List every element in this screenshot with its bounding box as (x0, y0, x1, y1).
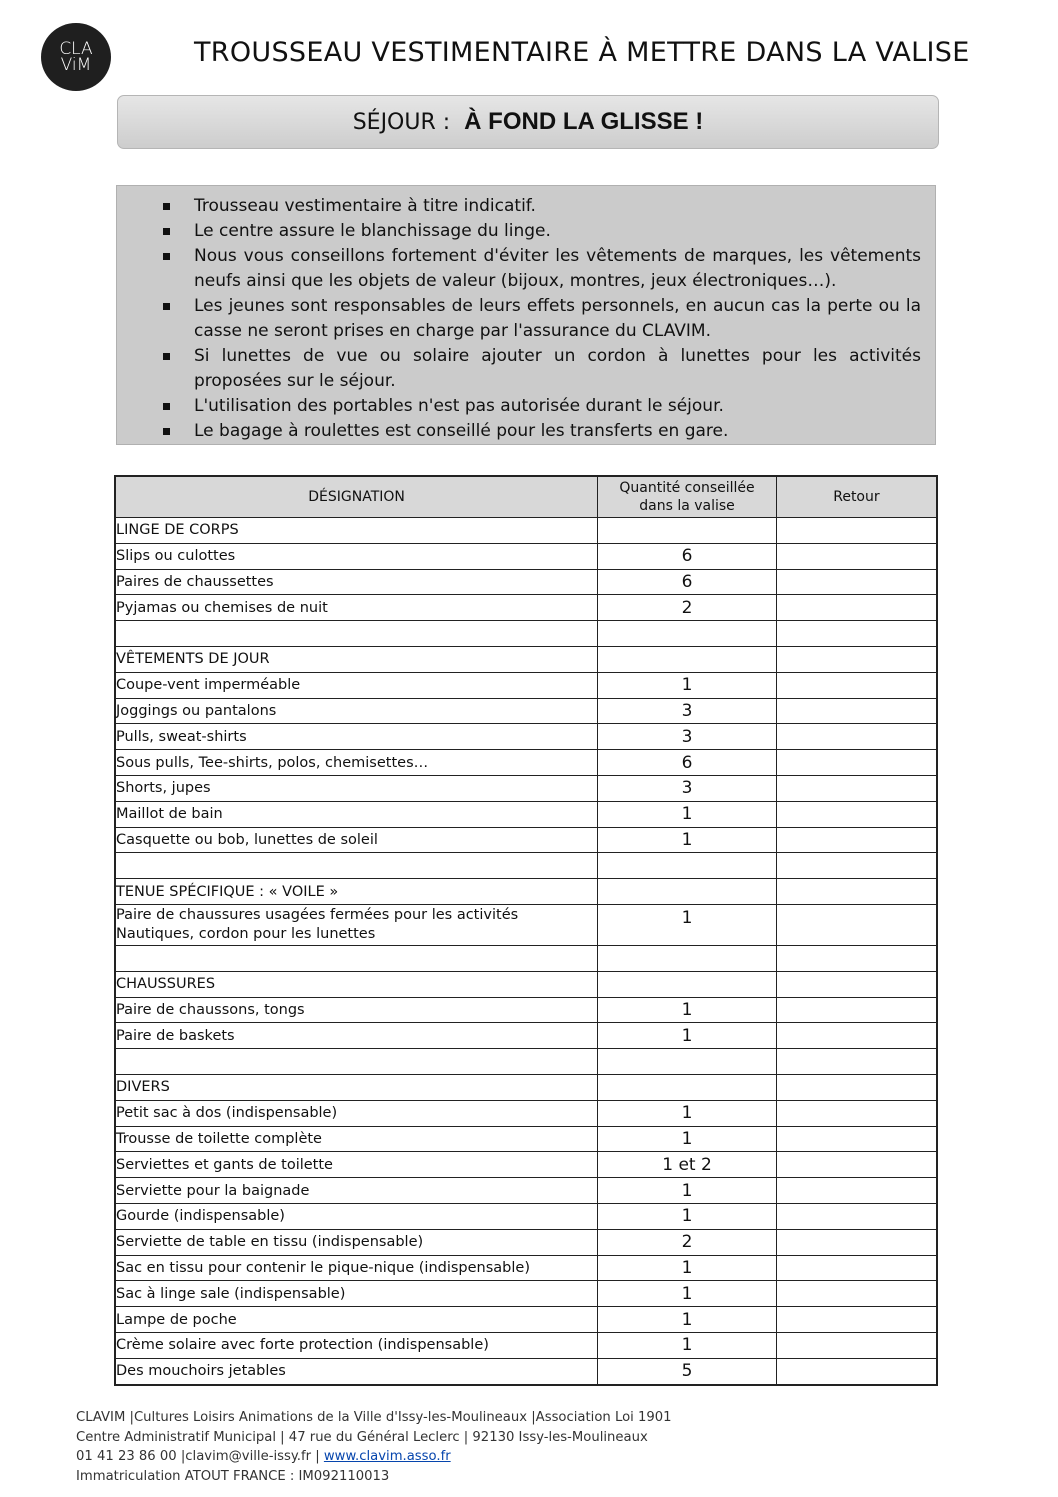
retour-cell[interactable] (776, 1074, 937, 1100)
table-row (115, 1281, 937, 1307)
bullet-icon (163, 303, 170, 310)
notice-item (117, 294, 921, 344)
designation-cell (115, 1049, 598, 1075)
notice-text: Le centre assure le blanchissage du linge. (194, 221, 551, 241)
quantity-cell: 3 (598, 724, 777, 750)
retour-cell[interactable] (776, 1281, 937, 1307)
designation-cell: Slips ou culottes (115, 543, 598, 569)
notice-text: L'utilisation des portables n'est pas autorisée durant le séjour. (194, 396, 724, 416)
designation-cell: Paire de baskets (115, 1023, 598, 1049)
table-row (115, 724, 937, 750)
quantity-cell: 1 (598, 672, 777, 698)
designation-cell: CHAUSSURES (115, 971, 598, 997)
table-row (115, 879, 937, 905)
designation-cell: Sous pulls, Tee-shirts, polos, chemisettes… (115, 750, 598, 776)
footer-line-2: Centre Administratif Municipal | 47 rue du Général Leclerc | 92130 Issy-les-Moulineaux (76, 1429, 648, 1445)
retour-cell[interactable] (776, 1203, 937, 1229)
retour-cell[interactable] (776, 1332, 937, 1358)
notice-item (117, 244, 921, 294)
table-row (115, 1074, 937, 1100)
quantity-cell: 1 (598, 1307, 777, 1333)
designation-cell: Des mouchoirs jetables (115, 1358, 598, 1384)
retour-cell[interactable] (776, 801, 937, 827)
table-row (115, 1100, 937, 1126)
quantity-cell (598, 945, 777, 971)
designation-cell: Serviette de table en tissu (indispensable) (115, 1229, 598, 1255)
designation-cell: Joggings ou pantalons (115, 698, 598, 724)
table-body (115, 518, 937, 1385)
footer-website-link[interactable]: www.clavim.asso.fr (323, 1449, 451, 1465)
table-row (115, 801, 937, 827)
quantity-cell: 1 (598, 1203, 777, 1229)
designation-cell: Petit sac à dos (indispensable) (115, 1100, 598, 1126)
retour-cell[interactable] (776, 971, 937, 997)
notice-item (117, 344, 921, 394)
table-row (115, 775, 937, 801)
table-row (115, 543, 937, 569)
footer-line-3 (76, 1447, 672, 1467)
quantity-cell: 2 (598, 1229, 777, 1255)
retour-cell[interactable] (776, 595, 937, 621)
quantity-cell: 6 (598, 543, 777, 569)
table-row (115, 1023, 937, 1049)
quantity-cell: 3 (598, 775, 777, 801)
designation-cell: Sac en tissu pour contenir le pique-nique (indispensable) (115, 1255, 598, 1281)
table-row (115, 945, 937, 971)
retour-cell[interactable] (776, 904, 937, 945)
quantity-cell (598, 971, 777, 997)
retour-cell[interactable] (776, 750, 937, 776)
retour-cell[interactable] (776, 518, 937, 544)
notice-item (117, 394, 921, 419)
designation-cell: Gourde (indispensable) (115, 1203, 598, 1229)
designation-cell (115, 621, 598, 647)
quantity-cell: 6 (598, 750, 777, 776)
designation-cell (115, 853, 598, 879)
quantity-cell (598, 1074, 777, 1100)
table-row (115, 1358, 937, 1384)
footer (76, 1408, 672, 1486)
retour-cell[interactable] (776, 1229, 937, 1255)
table-row (115, 997, 937, 1023)
designation-cell: Maillot de bain (115, 801, 598, 827)
quantity-cell: 1 (598, 1100, 777, 1126)
table-row (115, 569, 937, 595)
designation-cell: Paires de chaussettes (115, 569, 598, 595)
table-row (115, 853, 937, 879)
quantity-cell (598, 1049, 777, 1075)
retour-cell[interactable] (776, 621, 937, 647)
designation-cell (115, 945, 598, 971)
table-row (115, 904, 937, 945)
quantity-cell: 1 (598, 1255, 777, 1281)
retour-cell[interactable] (776, 853, 937, 879)
quantity-cell: 3 (598, 698, 777, 724)
quantity-cell: 1 (598, 1332, 777, 1358)
designation-cell: Paire de chaussons, tongs (115, 997, 598, 1023)
quantity-cell: 1 (598, 801, 777, 827)
table-row (115, 518, 937, 544)
table-row (115, 672, 937, 698)
sejour-name: À FOND LA GLISSE ! (464, 108, 704, 135)
designation-cell: Coupe-vent imperméable (115, 672, 598, 698)
table-row (115, 1332, 937, 1358)
notice-list (117, 186, 935, 444)
header-designation: DÉSIGNATION (115, 476, 598, 518)
clavim-logo (41, 23, 111, 91)
bullet-icon (163, 253, 170, 260)
retour-cell[interactable] (776, 945, 937, 971)
table-row (115, 1049, 937, 1075)
footer-contact: 01 41 23 86 00 |clavim@ville-issy.fr | (76, 1449, 324, 1465)
retour-cell[interactable] (776, 1178, 937, 1204)
quantity-cell (598, 853, 777, 879)
retour-cell[interactable] (776, 879, 937, 905)
designation-cell: Serviettes et gants de toilette (115, 1152, 598, 1178)
retour-cell[interactable] (776, 646, 937, 672)
retour-cell[interactable] (776, 997, 937, 1023)
retour-cell[interactable] (776, 827, 937, 853)
header-retour: Retour (776, 476, 937, 518)
quantity-cell (598, 621, 777, 647)
table-row (115, 827, 937, 853)
retour-cell[interactable] (776, 775, 937, 801)
notice-text: Les jeunes sont responsables de leurs effets personnels, en aucun cas la perte ou la casse ne seront prises en charge par l'assurance du CLAVIM. (194, 296, 921, 341)
quantity-cell (598, 879, 777, 905)
designation-cell: Serviette pour la baignade (115, 1178, 598, 1204)
footer-line-4: Immatriculation ATOUT FRANCE : IM092110013 (76, 1468, 390, 1484)
retour-cell[interactable] (776, 1100, 937, 1126)
bullet-icon (163, 228, 170, 235)
notice-text: Nous vous conseillons fortement d'éviter les vêtements de marques, les vêtements neufs ainsi que les objets de valeur (bijoux, montres, jeux électroniques…). (194, 246, 921, 291)
sejour-label: SÉJOUR : (352, 109, 451, 135)
retour-cell[interactable] (776, 698, 937, 724)
notice-text: Le bagage à roulettes est conseillé pour les transferts en gare. (194, 421, 729, 441)
table-row (115, 1307, 937, 1333)
sejour-banner (117, 95, 939, 149)
designation-cell: Paire de chaussures usagées fermées pour les activités Nautiques, cordon pour les lunettes (115, 904, 598, 945)
quantity-cell: 1 (598, 1178, 777, 1204)
table-row (115, 1203, 937, 1229)
notice-item (117, 194, 921, 219)
notice-item (117, 419, 921, 444)
bullet-icon (163, 353, 170, 360)
designation-cell: VÊTEMENTS DE JOUR (115, 646, 598, 672)
table-row (115, 971, 937, 997)
quantity-cell (598, 646, 777, 672)
quantity-cell: 1 (598, 1023, 777, 1049)
notice-text: Si lunettes de vue ou solaire ajouter un cordon à lunettes pour les activités proposées sur le séjour. (194, 346, 921, 391)
retour-cell[interactable] (776, 1255, 937, 1281)
table-row (115, 1126, 937, 1152)
retour-cell[interactable] (776, 543, 937, 569)
quantity-cell: 5 (598, 1358, 777, 1384)
bullet-icon (163, 403, 170, 410)
designation-cell: Shorts, jupes (115, 775, 598, 801)
designation-cell: Pyjamas ou chemises de nuit (115, 595, 598, 621)
notice-text: Trousseau vestimentaire à titre indicatif. (194, 196, 536, 216)
retour-cell[interactable] (776, 672, 937, 698)
retour-cell[interactable] (776, 1307, 937, 1333)
designation-cell: Trousse de toilette complète (115, 1126, 598, 1152)
header-quantity: Quantité conseillée dans la valise (598, 476, 777, 518)
footer-line-1: CLAVIM |Cultures Loisirs Animations de la Ville d'Issy-les-Moulineaux |Association Loi 1901 (76, 1410, 672, 1425)
retour-cell[interactable] (776, 724, 937, 750)
designation-cell: Pulls, sweat-shirts (115, 724, 598, 750)
bullet-icon (163, 428, 170, 435)
table-row (115, 1178, 937, 1204)
table-row (115, 698, 937, 724)
quantity-cell: 1 et 2 (598, 1152, 777, 1178)
quantity-cell (598, 518, 777, 544)
quantity-cell: 2 (598, 595, 777, 621)
retour-cell[interactable] (776, 1023, 937, 1049)
retour-cell[interactable] (776, 1126, 937, 1152)
table-row (115, 1152, 937, 1178)
designation-cell: TENUE SPÉCIFIQUE : « VOILE » (115, 879, 598, 905)
page-title: TROUSSEAU VESTIMENTAIRE À METTRE DANS LA VALISE (194, 37, 970, 68)
designation-cell: Sac à linge sale (indispensable) (115, 1281, 598, 1307)
table-row (115, 646, 937, 672)
table-row (115, 621, 937, 647)
quantity-cell: 6 (598, 569, 777, 595)
quantity-cell: 1 (598, 904, 777, 945)
quantity-cell: 1 (598, 1126, 777, 1152)
notice-box (116, 185, 936, 445)
table-row (115, 1255, 937, 1281)
quantity-cell: 1 (598, 827, 777, 853)
notice-item (117, 219, 921, 244)
quantity-cell: 1 (598, 1281, 777, 1307)
designation-cell: Crème solaire avec forte protection (indispensable) (115, 1332, 598, 1358)
table-row (115, 595, 937, 621)
logo-text: CLA ViM (59, 39, 93, 75)
bullet-icon (163, 203, 170, 210)
retour-cell[interactable] (776, 1049, 937, 1075)
designation-cell: Lampe de poche (115, 1307, 598, 1333)
trousseau-table (114, 475, 938, 1386)
table-header-row (115, 476, 937, 518)
table-row (115, 1229, 937, 1255)
designation-cell: Casquette ou bob, lunettes de soleil (115, 827, 598, 853)
designation-cell: LINGE DE CORPS (115, 518, 598, 544)
retour-cell[interactable] (776, 569, 937, 595)
retour-cell[interactable] (776, 1358, 937, 1384)
designation-cell: DIVERS (115, 1074, 598, 1100)
table-row (115, 750, 937, 776)
quantity-cell: 1 (598, 997, 777, 1023)
retour-cell[interactable] (776, 1152, 937, 1178)
